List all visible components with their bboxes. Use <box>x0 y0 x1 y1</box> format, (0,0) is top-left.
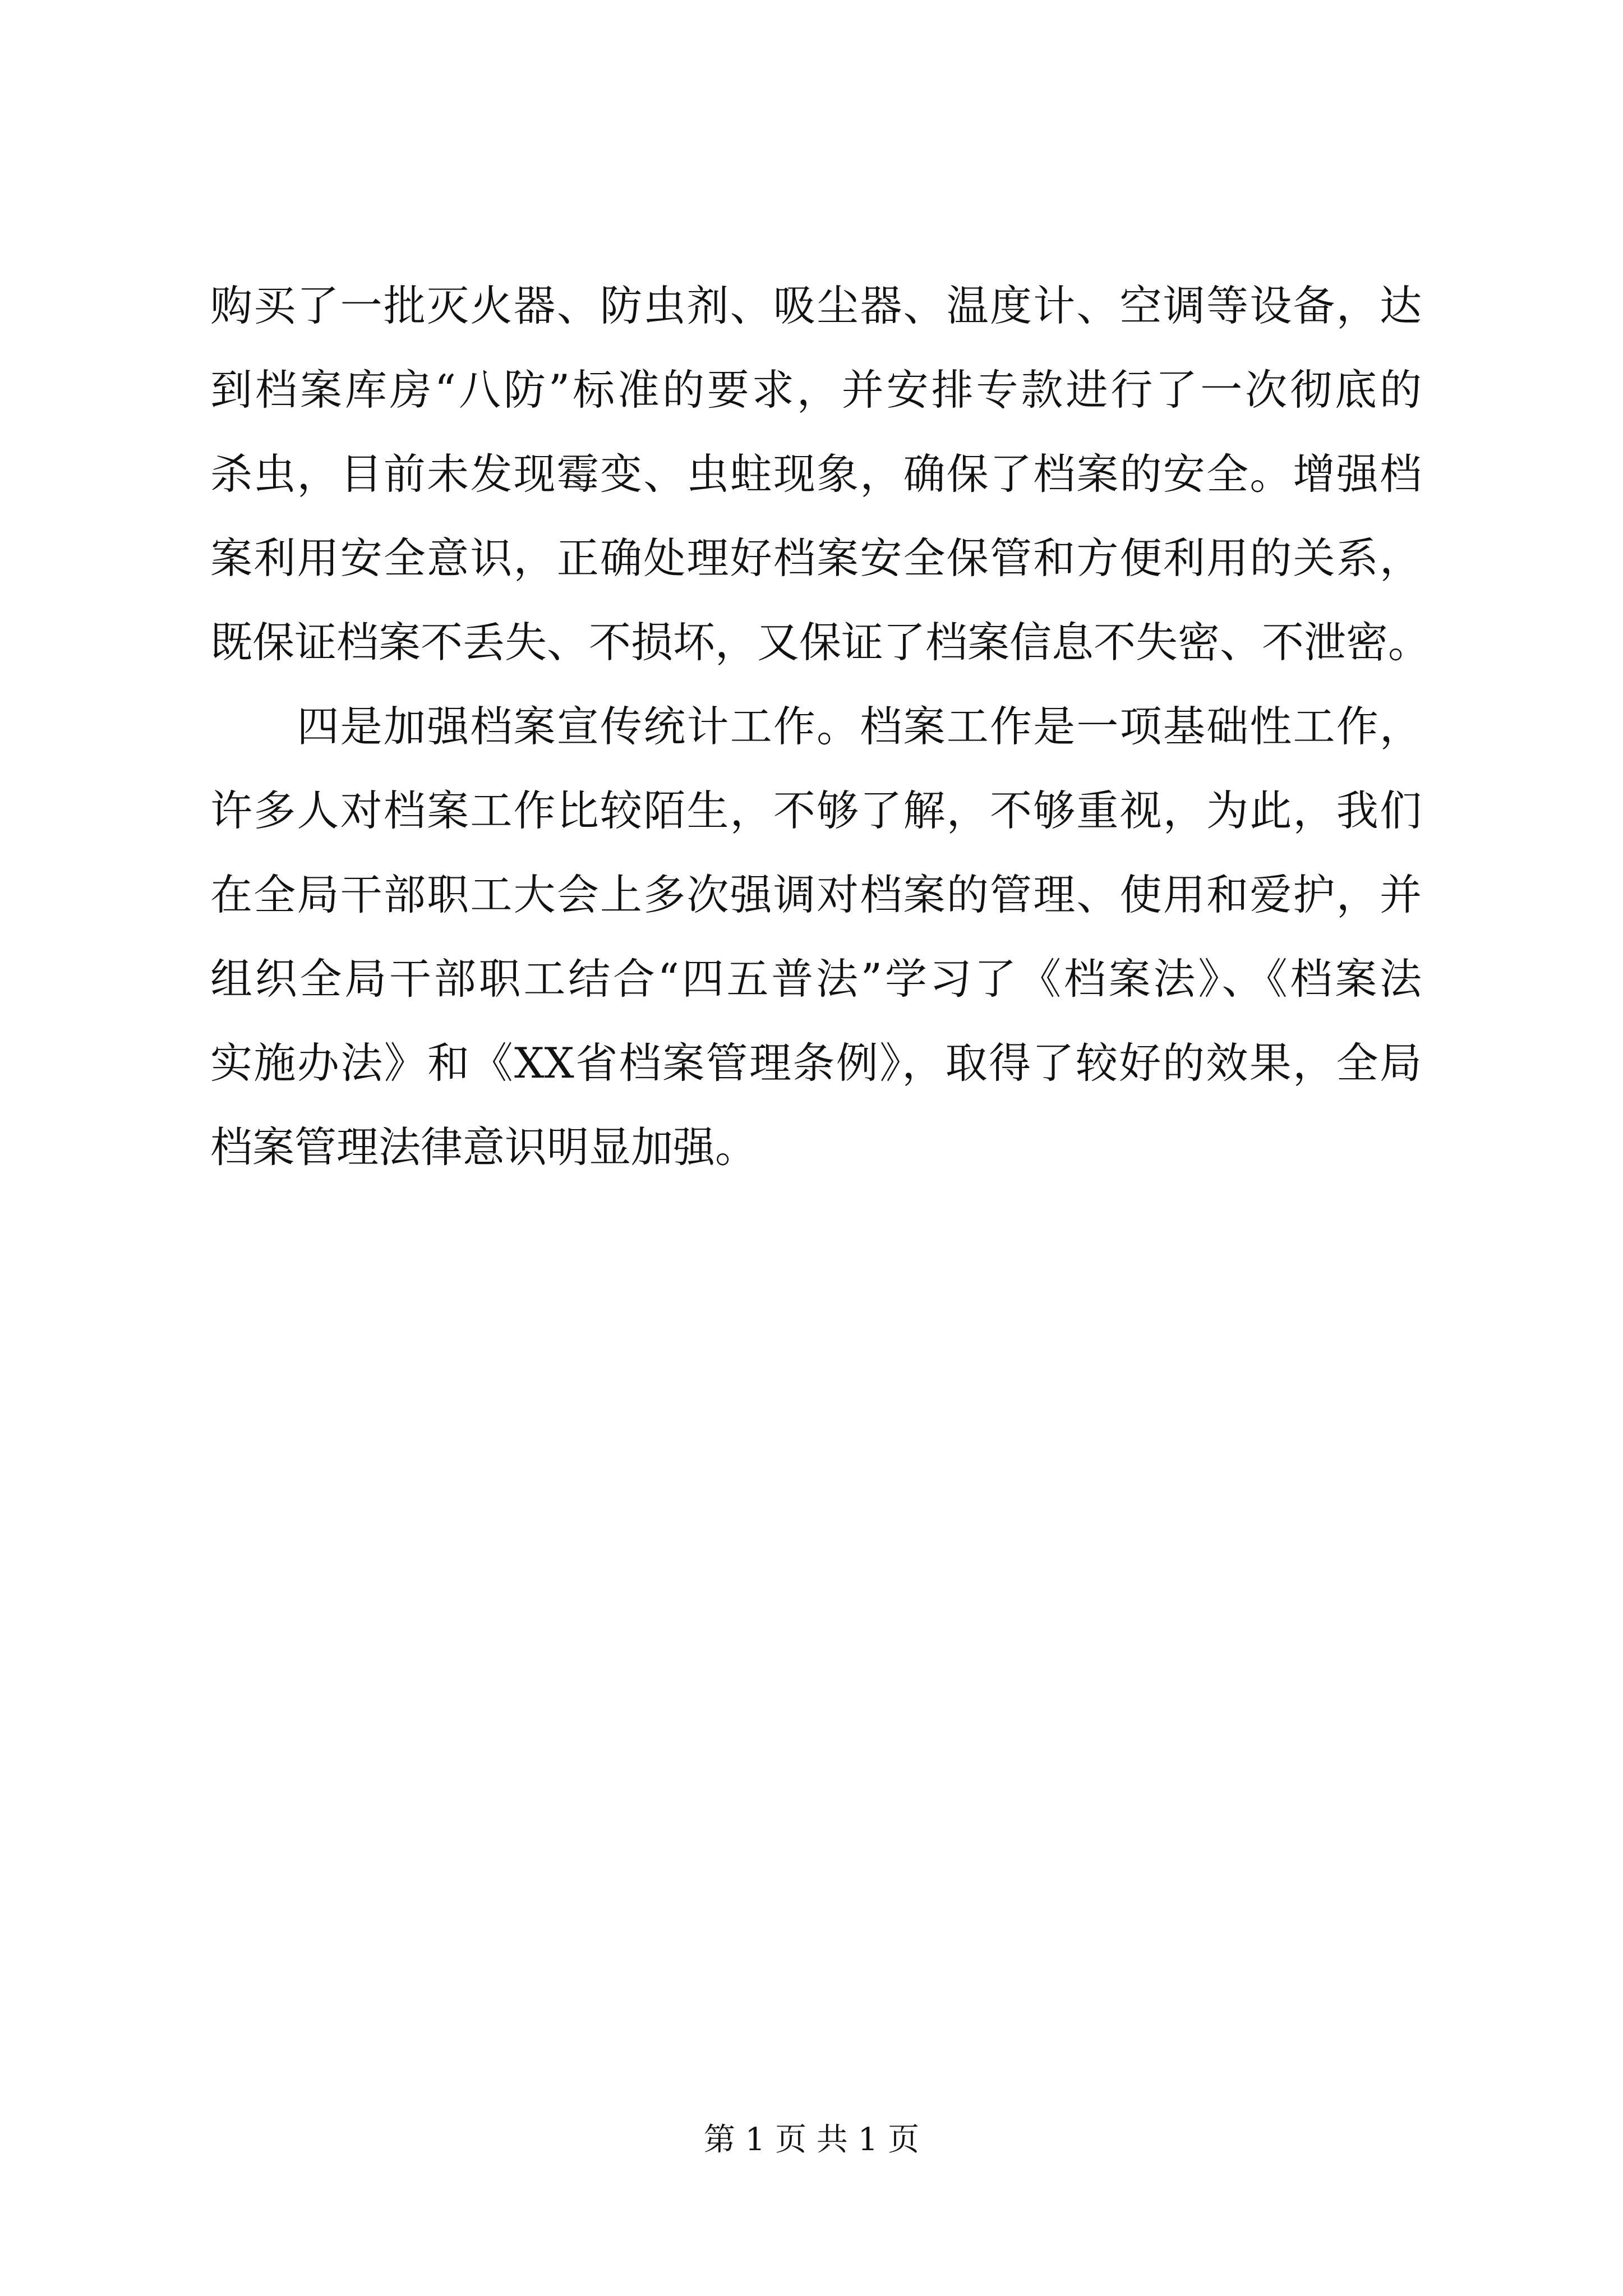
paragraph-end-line: 档案管理法律意识明显加强。 <box>210 1122 758 1172</box>
text-line: 在全局干部职工大会上多次强调对档案的管理、使用和爱护，并 <box>210 870 1422 919</box>
document-body <box>210 264 1431 1189</box>
text-line: 购买了一批灭火器、防虫剂、吸尘器、温度计、空调等设备，达 <box>210 281 1422 330</box>
text-line: 案利用安全意识，正确处理好档案安全保管和方便利用的关系， <box>210 533 1422 583</box>
text-line: 杀虫，目前未发现霉变、虫蛀现象，确保了档案的安全。增强档 <box>210 449 1422 499</box>
text-line: 许多人对档案工作比较陌生，不够了解，不够重视，为此，我们 <box>210 786 1422 835</box>
text-line: 实施办法》和《XX省档案管理条例》，取得了较好的效果，全局 <box>210 1038 1422 1088</box>
page-footer: 第 1 页 共 1 页 <box>703 2122 920 2158</box>
paragraph-start-line: 四是加强档案宣传统计工作。档案工作是一项基础性工作， <box>210 702 1422 751</box>
text-line: 到档案库房“八防”标准的要求，并安排专款进行了一次彻底的 <box>210 365 1422 415</box>
text-line: 组织全局干部职工结合“四五普法”学习了《档案法》、《档案法 <box>210 954 1422 1004</box>
text-line: 既保证档案不丢失、不损坏，又保证了档案信息不失密、不泄密。 <box>210 618 1431 667</box>
